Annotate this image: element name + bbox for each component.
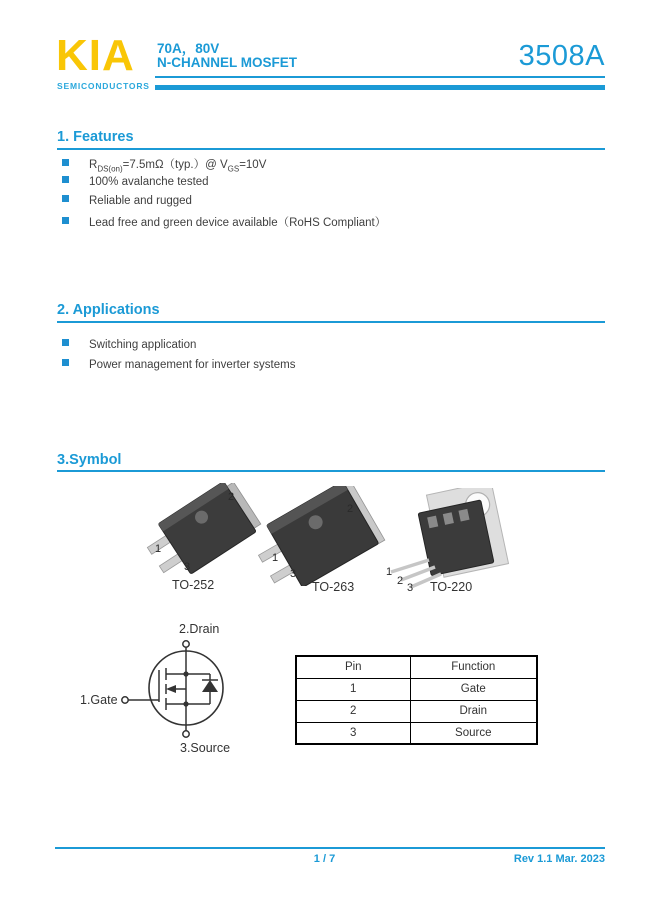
table-header-row [296, 656, 537, 678]
table-header-cell: Pin [296, 656, 410, 678]
table-cell: Drain [410, 700, 537, 722]
table-row [296, 700, 537, 722]
feature-text: 100% avalanche tested [89, 176, 209, 188]
table-cell: 1 [296, 678, 410, 700]
feature-text: $R_{DS(on)}=7.5m\Omega(typ.)@$ $V_{GS}=10V$ [89, 159, 267, 174]
bullet-square-icon [62, 339, 69, 346]
application-text: Power management for inverter systems [89, 359, 296, 371]
features-rule [57, 148, 605, 150]
terminal-label-gate: 1.Gate [80, 693, 118, 707]
package-caption: TO-263 [312, 580, 355, 594]
pin-label: 1 [272, 552, 279, 564]
package-caption: TO-252 [172, 578, 215, 592]
table-row [296, 722, 537, 744]
table-cell: Source [410, 722, 537, 744]
table-row [296, 678, 537, 700]
table-cell: Gate [410, 678, 537, 700]
pin-label: 2 [228, 491, 235, 503]
header-rule-thin [155, 76, 605, 78]
page-indicator: 1 / 7 [313, 853, 336, 865]
to-220-package-image [375, 488, 515, 593]
pin-function-table [295, 655, 538, 745]
pin-label: 3 [184, 561, 191, 573]
footer-rule [55, 847, 605, 849]
part-number: 3508A [518, 40, 605, 72]
feature-item [62, 156, 582, 174]
header-rule-thick [155, 85, 605, 90]
pin-label: 2 [347, 503, 354, 515]
to-252-package-image [140, 483, 275, 588]
bullet-square-icon [62, 217, 69, 224]
kia-logo: KIA [56, 31, 135, 80]
bullet-square-icon [62, 176, 69, 183]
feature-item [62, 176, 582, 191]
pin-label: 3 [290, 568, 297, 580]
pin-label: 2 [397, 575, 404, 587]
application-text: Switching application [89, 339, 197, 351]
pin-label: 3 [407, 582, 414, 594]
application-item [62, 359, 582, 374]
pin-label: 1 [155, 543, 162, 555]
symbol-rule [57, 470, 605, 472]
table-cell: 2 [296, 700, 410, 722]
logo-subtitle: SEMICONDUCTORS [57, 81, 150, 91]
to-263-package-image [256, 486, 391, 586]
rating-line: 70A，80V [157, 41, 220, 56]
terminal-label-drain: 2.Drain [179, 622, 220, 636]
pin-label: 1 [386, 566, 393, 578]
terminal-label-source: 3.Source [180, 741, 231, 755]
applications-rule [57, 321, 605, 323]
feature-item [62, 195, 582, 210]
table-cell: 3 [296, 722, 410, 744]
bullet-square-icon [62, 195, 69, 202]
bullet-square-icon [62, 159, 69, 166]
symbol-heading: 3.Symbol [57, 452, 122, 468]
table-header-cell: Function [410, 656, 537, 678]
feature-text: Reliable and rugged [89, 195, 192, 207]
applications-heading: 2. Applications [57, 302, 160, 318]
revision-label: Rev 1.1 Mar. 2023 [513, 853, 605, 865]
bullet-square-icon [62, 359, 69, 366]
features-heading: 1. Features [57, 129, 134, 145]
feature-item [62, 214, 582, 229]
package-caption: TO-220 [430, 580, 473, 594]
application-item [62, 339, 582, 354]
feature-text: Lead free and green device available（RoHS Compliant） [89, 217, 387, 229]
device-type-line: N-CHANNEL MOSFET [157, 55, 297, 70]
